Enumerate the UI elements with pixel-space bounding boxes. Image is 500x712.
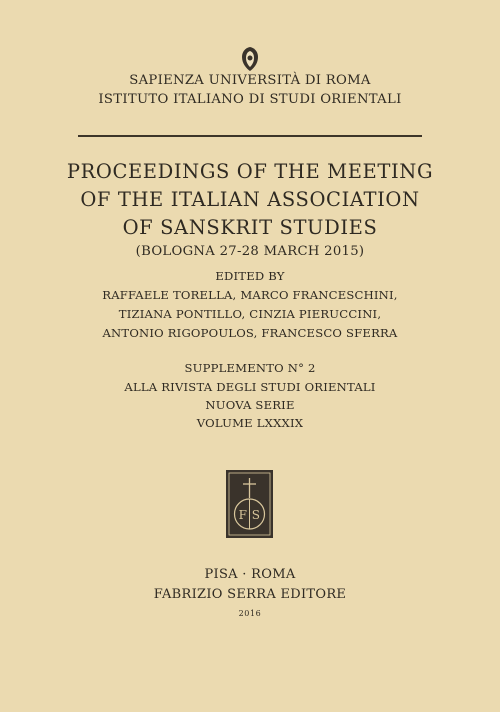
- title-line-1: PROCEEDINGS OF THE MEETING: [66, 160, 434, 183]
- university-crest-icon: [241, 46, 259, 72]
- publisher-logo-icon: [226, 470, 273, 538]
- title-line-2: OF THE ITALIAN ASSOCIATION: [80, 188, 420, 211]
- conference-dates: (BOLOGNA 27-28 MARCH 2015): [135, 244, 365, 259]
- svg-text:S: S: [251, 508, 261, 522]
- supplement-number: SUPPLEMENTO N° 2: [184, 361, 316, 375]
- publication-year: 2016: [238, 609, 262, 618]
- university-name: SAPIENZA UNIVERSITÀ DI ROMA: [129, 73, 371, 88]
- journal-name: ALLA RIVISTA DEGLI STUDI ORIENTALI: [124, 380, 376, 394]
- institute-name: ISTITUTO ITALIANO DI STUDI ORIENTALI: [98, 92, 402, 107]
- edited-by-label: EDITED BY: [215, 269, 285, 283]
- series-name: NUOVA SERIE: [205, 398, 295, 412]
- svg-text:F: F: [238, 508, 248, 522]
- editors-line-2: TIZIANA PONTILLO, CINZIA PIERUCCINI,: [118, 307, 382, 321]
- editors-line-1: RAFFAELE TORELLA, MARCO FRANCESCHINI,: [102, 288, 398, 302]
- volume-number: VOLUME LXXXIX: [196, 416, 304, 430]
- publisher-name: FABRIZIO SERRA EDITORE: [153, 587, 347, 602]
- title-divider: [78, 135, 422, 137]
- title-line-3: OF SANSKRIT STUDIES: [122, 216, 378, 239]
- editors-line-3: ANTONIO RIGOPOULOS, FRANCESCO SFERRA: [102, 326, 398, 340]
- publisher-cities: PISA · ROMA: [204, 567, 296, 582]
